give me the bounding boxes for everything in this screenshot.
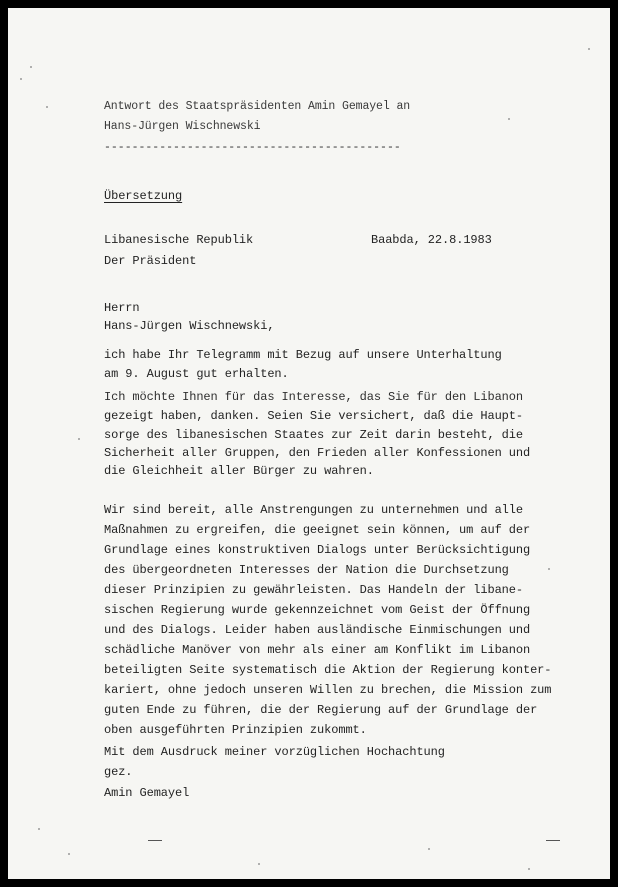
footer-mark (148, 840, 162, 841)
recipient-name: Hans-Jürgen Wischnewski, (104, 319, 275, 333)
scan-speckle (20, 78, 22, 80)
scan-speckle (428, 848, 430, 850)
paragraph-3-line: schädliche Manöver von mehr als einer am Konflikt im Libanon (104, 643, 531, 657)
paragraph-2-line: gezeigt haben, danken. Seien Sie versichert, daß die Haupt- (104, 409, 523, 423)
scan-speckle (528, 868, 530, 870)
document-page (8, 8, 610, 879)
paragraph-3-line: und des Dialogs. Leider haben ausländische Einmischungen und (104, 623, 531, 637)
paragraph-3-line: sischen Regierung wurde gekennzeichnet vom Geist der Öffnung (104, 603, 531, 617)
paragraph-2-line: sorge des libanesischen Staates zur Zeit darin besteht, die (104, 428, 523, 442)
closing-signature: Amin Gemayel (104, 786, 190, 800)
scan-speckle (508, 118, 510, 120)
section-title: Übersetzung (104, 189, 183, 203)
paragraph-3-line: kariert, ohne jedoch unseren Willen zu brechen, die Mission zum (104, 683, 552, 697)
paragraph-1-line: ich habe Ihr Telegramm mit Bezug auf unsere Unterhaltung (104, 348, 502, 362)
paragraph-3-line: dieser Prinzipien zu gewährleisten. Das Handeln der libane- (104, 583, 523, 597)
paragraph-1-line: am 9. August gut erhalten. (104, 367, 289, 381)
paragraph-3-line: Maßnahmen zu ergreifen, die geeignet sein können, um auf der (104, 523, 531, 537)
paragraph-3-line: guten Ende zu führen, die der Regierung auf der Grundlage der (104, 703, 538, 717)
footer-mark (546, 840, 560, 841)
sender-line-1: Libanesische Republik (104, 233, 254, 247)
header-rule: ------------------------------------------- (104, 141, 401, 154)
paragraph-2-line: die Gleichheit aller Bürger zu wahren. (104, 464, 374, 478)
paragraph-2-line: Sicherheit aller Gruppen, den Frieden aller Konfessionen und (104, 446, 531, 460)
place-date: Baabda, 22.8.1983 (371, 233, 492, 247)
paragraph-3-line: Grundlage eines konstruktiven Dialogs unter Berücksichtigung (104, 543, 531, 557)
paragraph-3-line: Wir sind bereit, alle Anstrengungen zu unternehmen und alle (104, 503, 523, 517)
scan-speckle (548, 568, 550, 570)
scan-speckle (258, 863, 260, 865)
scan-speckle (30, 66, 32, 68)
recipient-salutation: Herrn (104, 301, 140, 315)
scan-speckle (588, 48, 590, 50)
paragraph-3-line: des übergeordneten Interesses der Nation die Durchsetzung (104, 563, 509, 577)
header-line-2: Hans-Jürgen Wischnewski (104, 120, 261, 133)
scan-speckle (78, 438, 80, 440)
scan-speckle (38, 828, 40, 830)
closing-gez: gez. (104, 765, 133, 779)
scan-speckle (46, 106, 48, 108)
scan-speckle (68, 853, 70, 855)
closing-line: Mit dem Ausdruck meiner vorzüglichen Hochachtung (104, 745, 445, 759)
header-line-1: Antwort des Staatspräsidenten Amin Gemayel an (104, 100, 411, 113)
paragraph-3-line: oben ausgeführten Prinzipien zukommt. (104, 723, 367, 737)
sender-line-2: Der Präsident (104, 254, 197, 268)
paragraph-2-line: Ich möchte Ihnen für das Interesse, das Sie für den Libanon (104, 390, 523, 404)
paragraph-3-line: beteiligten Seite systematisch die Aktion der Regierung konter- (104, 663, 552, 677)
